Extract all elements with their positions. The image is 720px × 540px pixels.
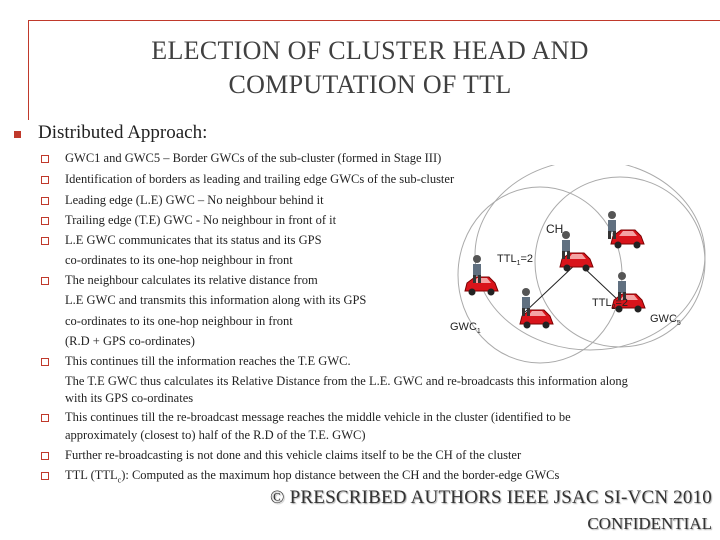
person-icon [522, 288, 530, 316]
title-line-1: ELECTION OF CLUSTER HEAD AND [151, 36, 589, 65]
car-icon [465, 277, 498, 296]
cluster-diagram [380, 165, 720, 365]
sub-item-text: This continues till the information reaches the T.E GWC. [65, 354, 351, 368]
copyright-footer: © PRESCRIBED AUTHORS IEEE JSAC SI-VCN 2010 [270, 487, 712, 508]
sub-bullet-marker [41, 176, 49, 184]
sub-bullet-marker [41, 217, 49, 225]
sub-bullet-marker [41, 452, 49, 460]
sub-item-text: L.E GWC and transmits this information along with its GPS [65, 293, 367, 307]
sub-item-text: Further re-broadcasting is not done and this vehicle claims itself to be the CH of the cluster [65, 448, 522, 462]
confidential-label: CONFIDENTIAL [587, 514, 712, 533]
person-icon [608, 211, 616, 239]
ttl-prefix: TTL (TTL [65, 468, 118, 482]
slide-title [40, 34, 700, 102]
sub-item-text: Leading edge (L.E) GWC – No neighbour behind it [65, 193, 324, 207]
sub-item-text: The neighbour calculates its relative distance from [65, 273, 318, 287]
cluster-circle-left [458, 187, 622, 363]
ttl-subscript: c [117, 475, 122, 485]
sub-item-text: L.E GWC communicates that its status and its GPS [65, 233, 322, 247]
title-line-2: COMPUTATION OF TTL [228, 70, 512, 99]
ttl-rest: ): Computed as the maximum hop distance between the CH and the border-edge GWCs [121, 468, 560, 482]
sub-bullet-marker [41, 197, 49, 205]
sub-bullet-marker [41, 277, 49, 285]
sub-item-text: approximately (closest to) half of the R.D of the T.E. GWC) [65, 428, 366, 442]
sub-item-text: The T.E GWC thus calculates its Relative Distance from the L.E. GWC and re-broadcasts this information along [65, 374, 628, 388]
gwc1-label: $GWC_1$ [450, 321, 481, 335]
ttl2-label: $TTL_2=2$ [592, 297, 629, 311]
sub-item-text: Identification of borders as leading and trailing edge GWCs of the sub-cluster [65, 172, 455, 186]
sub-item-text: co-ordinates to its one-hop neighbour in front [65, 314, 293, 328]
ch-label: CH [546, 222, 564, 236]
title-frame-top [28, 20, 720, 21]
main-bullet-marker [14, 131, 21, 138]
sub-item-text: GWC1 and GWC5 – Border GWCs of the sub-cluster (formed in Stage III) [65, 151, 442, 165]
main-bullet-text: Distributed Approach: [38, 122, 208, 143]
sub-bullet-marker [41, 472, 49, 480]
sub-item-text [65, 467, 559, 489]
sub-item-text: with its GPS co-ordinates [65, 391, 194, 405]
gwc5-label: $GWC_5$ [650, 313, 681, 327]
sub-bullet-marker [41, 358, 49, 366]
sub-item-text: This continues till the re-broadcast message reaches the middle vehicle in the cluster (identified to be [65, 410, 571, 424]
sub-bullet-marker [41, 414, 49, 422]
sub-bullet-marker [41, 155, 49, 163]
sub-item-text: Trailing edge (T.E) GWC - No neighbour in front of it [65, 213, 337, 227]
sub-bullet-marker [41, 237, 49, 245]
title-frame-left [28, 20, 29, 120]
sub-item-text: co-ordinates to its one-hop neighbour in front [65, 253, 293, 267]
sub-item-text: (R.D + GPS co-ordinates) [65, 334, 195, 348]
ttl1-label: $TTL_1=2$ [497, 253, 534, 267]
